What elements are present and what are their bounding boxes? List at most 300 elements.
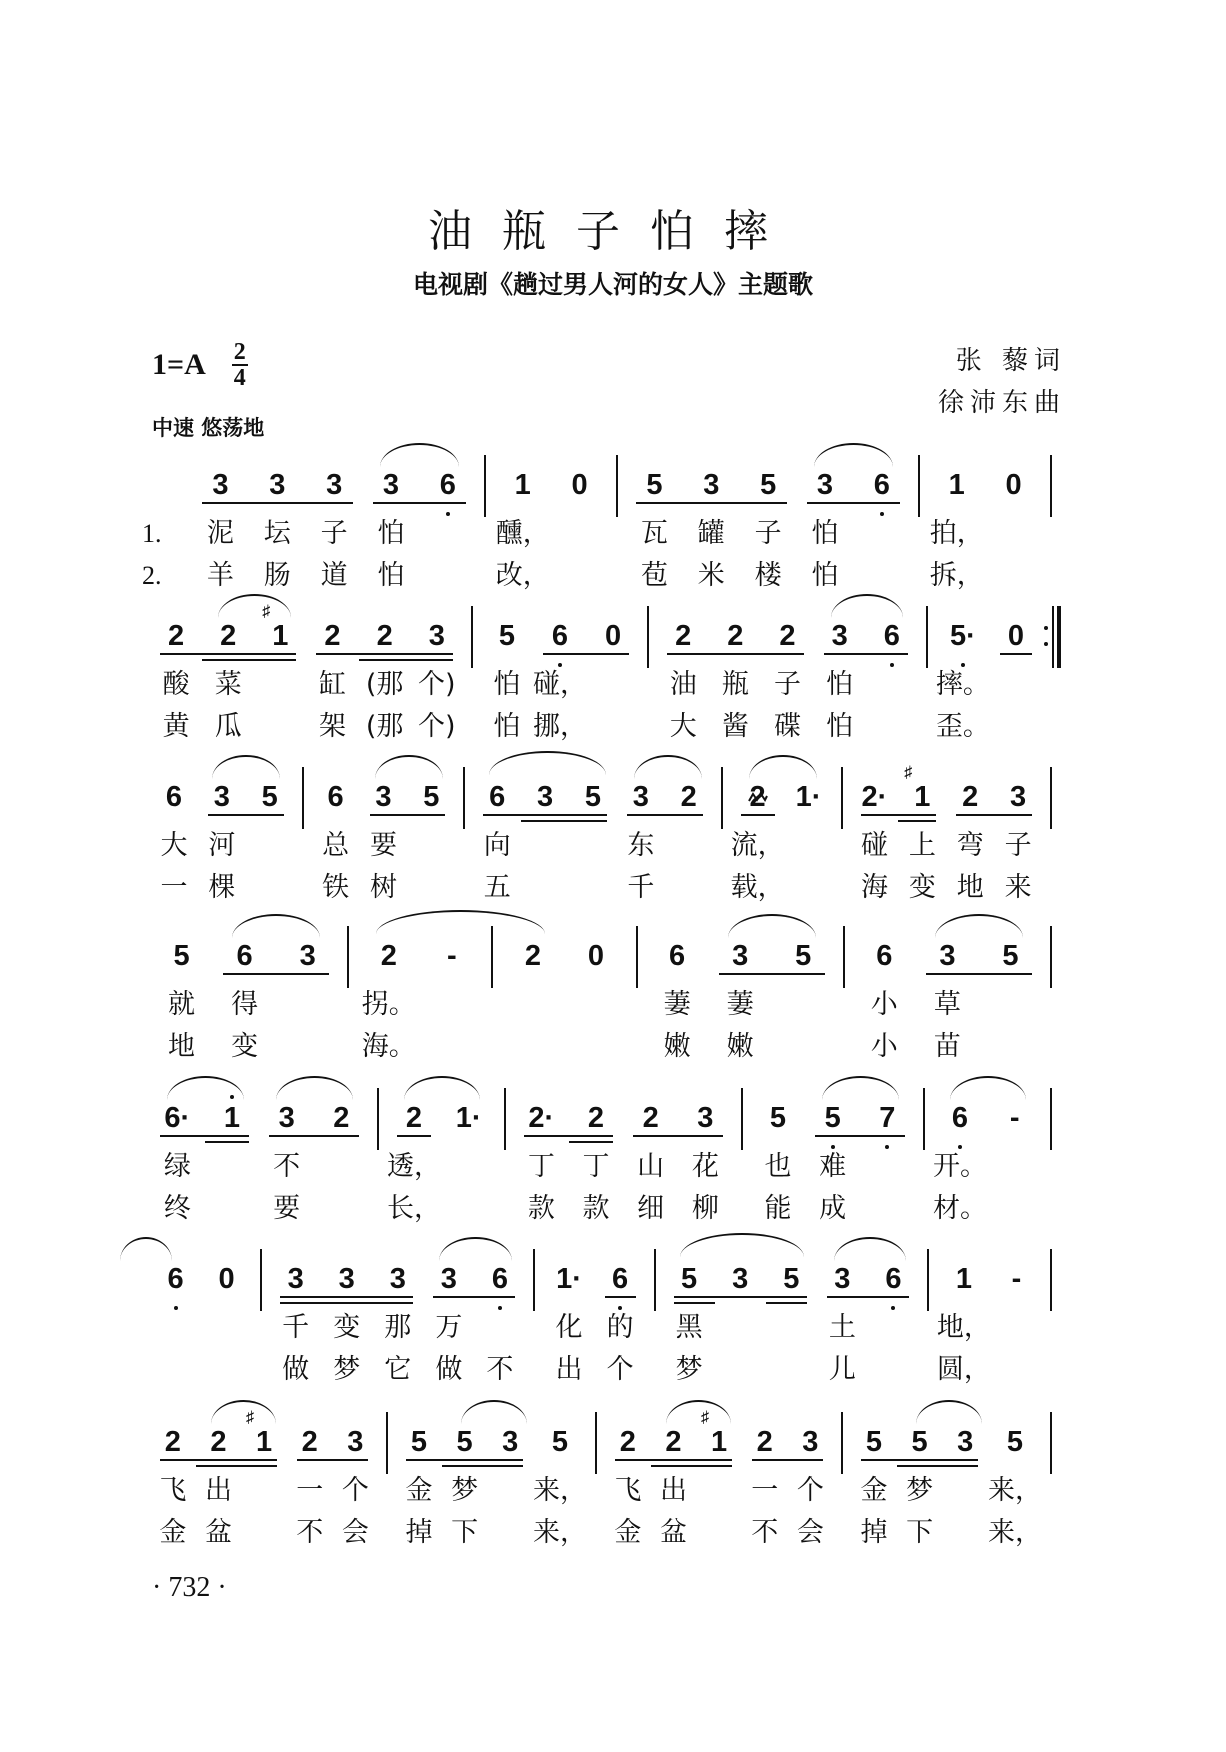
lyric-verse-1: 罐 xyxy=(697,518,725,549)
note xyxy=(150,608,202,664)
note xyxy=(766,1251,817,1307)
note xyxy=(270,1251,321,1307)
lyric-verse-2: 海。 xyxy=(361,1031,416,1062)
note xyxy=(494,457,551,513)
lyric-verse-1: 的 xyxy=(606,1312,634,1343)
lyric-verse-2: 苞 xyxy=(640,560,668,591)
lyric-verse-2: 怕 xyxy=(826,711,854,742)
note-number: 3 xyxy=(732,1263,749,1295)
note xyxy=(937,1251,991,1307)
lyric-verse-1: 梦 xyxy=(906,1475,934,1506)
note-number: 0 xyxy=(587,940,605,972)
beam-underline xyxy=(241,1459,277,1467)
note-number: 5 xyxy=(173,940,190,972)
repeat-dot xyxy=(1044,626,1048,630)
note-number: 5 xyxy=(795,940,812,972)
note xyxy=(994,769,1042,825)
slur-arc xyxy=(834,1237,905,1261)
slur-arc xyxy=(831,594,904,618)
beam-underline xyxy=(196,1459,242,1467)
beam-underline xyxy=(926,973,979,975)
lyric-verse-2: 圆， xyxy=(936,1354,991,1385)
note xyxy=(312,769,360,825)
lyric-verse-2: 千 xyxy=(627,872,655,903)
system-3 xyxy=(150,769,1060,909)
lyric-verse-2: 做 xyxy=(282,1354,310,1385)
slur-arc xyxy=(276,1076,353,1100)
lyric-verse-2: 铁 xyxy=(322,872,350,903)
note-number: 6 xyxy=(551,620,569,652)
note xyxy=(306,608,358,664)
repeat-end-barline xyxy=(1042,608,1060,664)
song-subtitle: 电视剧《趟过男人河的女人》主题歌 xyxy=(412,270,813,299)
beam-underline xyxy=(208,814,246,816)
beam-underline xyxy=(788,1459,824,1461)
lyric-verse-2: 来， xyxy=(988,1517,1042,1548)
note-number: 3 xyxy=(382,469,400,501)
beam-underline xyxy=(433,1296,474,1298)
lyric-verse-1: 来， xyxy=(988,1475,1042,1506)
note xyxy=(646,928,709,984)
composer-credit: 徐沛东曲 xyxy=(937,388,1066,418)
note-number: 5 xyxy=(584,781,601,813)
beam-underline xyxy=(683,502,740,504)
note-number: 7 xyxy=(879,1102,896,1134)
lyric-verse-1: 子 xyxy=(754,518,782,549)
beam-underline xyxy=(942,1459,978,1467)
lyric-verse-1: 拍， xyxy=(929,518,984,549)
note-number: 3 xyxy=(802,1426,819,1458)
lyric-verse-2: 它 xyxy=(384,1354,412,1385)
slur-arc xyxy=(935,914,1023,938)
note-number: 3 xyxy=(375,781,392,813)
note-number: 2 xyxy=(164,1426,181,1458)
beam-underline xyxy=(280,1296,321,1304)
note-number: 2 xyxy=(324,620,341,652)
lyric-verse-1: 一 xyxy=(296,1475,324,1506)
beam-underline xyxy=(202,502,249,504)
lyric-verse-1: 子 xyxy=(1004,830,1032,861)
note xyxy=(683,457,740,513)
note-number: 1· xyxy=(795,781,822,813)
beam-underline xyxy=(815,1135,860,1137)
beam-underline xyxy=(359,653,411,661)
slur-arc xyxy=(666,1400,731,1424)
note-number: 5 xyxy=(783,1263,800,1295)
lyric-verse-1: 出 xyxy=(204,1475,232,1506)
note-number: 3 xyxy=(269,469,286,501)
barline xyxy=(463,608,481,664)
note-number: 5 xyxy=(760,469,777,501)
lyric-verse-2: 来， xyxy=(533,1517,587,1548)
beam-underline xyxy=(667,653,709,655)
note xyxy=(853,928,916,984)
beam-underline xyxy=(373,502,420,504)
barline xyxy=(833,769,851,825)
beam-underline xyxy=(827,1296,868,1298)
lyric-verse-2: 梦 xyxy=(675,1354,703,1385)
note-number: 3 xyxy=(440,1263,457,1295)
lyric-verse-1: 草 xyxy=(933,989,961,1020)
note-number: 2 xyxy=(333,1102,350,1134)
lyric-verse-2: 米 xyxy=(697,560,725,591)
slur-arc xyxy=(950,1076,1026,1100)
note xyxy=(715,1251,766,1307)
slur-arc xyxy=(212,755,279,779)
lyric-verse-2: 不 xyxy=(296,1517,324,1548)
note xyxy=(473,769,521,825)
tie-arc xyxy=(120,1237,172,1261)
lyric-verse-1: 万 xyxy=(435,1312,463,1343)
note xyxy=(150,928,213,984)
note-number: 2 xyxy=(168,620,185,652)
beam-underline xyxy=(752,1459,788,1461)
note-number: 6· xyxy=(164,1102,191,1134)
note-number: 2 xyxy=(524,940,541,972)
beam-underline xyxy=(898,814,936,822)
note-number: 3 xyxy=(278,1102,295,1134)
barline xyxy=(378,1414,396,1470)
lyric-verse-2: 歪。 xyxy=(935,711,990,742)
barline xyxy=(455,769,473,825)
note-number: 6 xyxy=(165,781,182,813)
beam-underline xyxy=(1000,653,1032,655)
note-number: 3 xyxy=(632,781,649,813)
lyric-verse-1: 化 xyxy=(555,1312,583,1343)
low-octave-dot xyxy=(890,663,894,667)
beam-underline xyxy=(633,1135,678,1137)
lyric-verse-1: 怕 xyxy=(377,518,405,549)
barline xyxy=(910,457,928,513)
lyric-verse-2: 碟 xyxy=(773,711,801,742)
lyric-verse-1: 怕 xyxy=(811,518,839,549)
note-number: 2 xyxy=(376,620,393,652)
beam-underline xyxy=(866,653,908,655)
note-number: 1 ♯ xyxy=(711,1426,727,1458)
lyric-verse-1: 地， xyxy=(936,1312,991,1343)
lyric-verse-1: 总 xyxy=(322,830,350,861)
note-number: 5 xyxy=(1002,940,1019,972)
barline xyxy=(628,928,646,984)
lyric-verse-1: 向 xyxy=(483,830,511,861)
note xyxy=(595,1251,646,1307)
beam-underline xyxy=(627,814,665,816)
key-label: 1=A xyxy=(152,348,206,381)
note xyxy=(411,608,463,664)
note-number: 3 xyxy=(287,1263,304,1295)
note-number: 0 xyxy=(604,620,622,652)
lyric-verse-2: 长， xyxy=(386,1193,441,1224)
note-number: 3 xyxy=(428,620,445,652)
system-7 xyxy=(150,1414,1060,1554)
slur-arc xyxy=(916,1400,982,1424)
note xyxy=(287,1414,333,1470)
page-number: · 732 · xyxy=(152,1572,227,1603)
note-number: 2 xyxy=(962,781,979,813)
beam-underline xyxy=(160,1135,205,1137)
note-number: 1 xyxy=(948,469,965,501)
note-number: 0 xyxy=(571,469,588,501)
note xyxy=(851,769,899,825)
note-number: 3 xyxy=(957,1426,974,1458)
note-number: 1 xyxy=(514,469,531,501)
beam-underline xyxy=(370,814,408,816)
lyric-verse-2: 会 xyxy=(341,1517,369,1548)
note-number: 5· xyxy=(949,620,976,652)
beam-underline xyxy=(543,653,587,655)
system-5 xyxy=(150,1090,1060,1230)
barline xyxy=(483,928,501,984)
lyric-verse-1: 绿 xyxy=(163,1151,191,1182)
note-number: 3 xyxy=(732,940,749,972)
note-number: 2 xyxy=(680,781,697,813)
barline xyxy=(1042,769,1060,825)
lyricist-credit: 张 藜词 xyxy=(955,346,1066,376)
slur-arc xyxy=(439,1237,511,1261)
lyric-verse-2: 羊 xyxy=(206,560,234,591)
lyric-verse-1: 那 xyxy=(384,1312,412,1343)
lyric-verse-1: 拐。 xyxy=(361,989,416,1020)
beam-underline xyxy=(587,653,629,655)
barline xyxy=(919,1251,937,1307)
beam-underline xyxy=(569,1135,614,1143)
note-number: 6 xyxy=(489,781,506,813)
note xyxy=(481,608,533,664)
note xyxy=(740,457,797,513)
note-number: 5 xyxy=(769,1102,787,1134)
note xyxy=(150,769,198,825)
key-signature xyxy=(152,340,248,390)
note-number: - xyxy=(1011,1263,1022,1295)
beam-underline xyxy=(407,814,445,816)
lyric-verse-2: 棵 xyxy=(208,872,236,903)
beam-underline xyxy=(223,973,276,975)
lyric-verse-1: 大 xyxy=(160,830,188,861)
system-1 xyxy=(142,457,1060,597)
verse-number: 2. xyxy=(142,561,162,590)
system-2 xyxy=(150,608,1060,748)
note-number: 2 xyxy=(642,1102,659,1134)
low-octave-dot xyxy=(885,1145,889,1149)
barline xyxy=(639,608,657,664)
barline xyxy=(1042,928,1060,984)
note-number: 1 xyxy=(223,1102,241,1134)
lyric-verse-1: 缸 xyxy=(318,669,346,700)
note xyxy=(898,769,946,825)
note-number: 2 xyxy=(210,1426,227,1458)
slur-arc xyxy=(167,1076,244,1100)
lyric-verse-2: 来 xyxy=(1004,872,1032,903)
lyric-verse-2: 树 xyxy=(369,872,397,903)
lyric-verse-2: (那 xyxy=(365,711,404,742)
lyric-verse-1: 萋 xyxy=(663,989,691,1020)
note-number: 1· xyxy=(556,1263,582,1295)
note xyxy=(543,1251,594,1307)
beam-underline xyxy=(696,1459,732,1467)
lyric-verse-2: 金 xyxy=(614,1517,642,1548)
slur-arc xyxy=(728,914,816,938)
lyric-verse-2: 不 xyxy=(486,1354,514,1385)
lyric-verse-2: 掉 xyxy=(405,1517,433,1548)
note-number: 2 xyxy=(405,1102,423,1134)
note-number: 3 xyxy=(697,1102,714,1134)
lyric-verse-1: 醺， xyxy=(495,518,550,549)
note xyxy=(201,1251,252,1307)
note-number: 0 xyxy=(1005,469,1022,501)
system-6 xyxy=(150,1251,1060,1391)
note xyxy=(788,1414,834,1470)
time-signature-top: 2 xyxy=(233,339,246,365)
lyric-verse-1: 梦 xyxy=(451,1475,479,1506)
lyric-verse-2: 盆 xyxy=(204,1517,232,1548)
beam-underline xyxy=(397,1135,432,1137)
note-number: 6 xyxy=(167,1263,184,1295)
barline xyxy=(1042,1251,1060,1307)
note xyxy=(626,457,683,513)
note xyxy=(357,928,420,984)
lyric-verse-1: 飞 xyxy=(614,1475,642,1506)
beam-underline xyxy=(861,1459,897,1461)
beam-underline xyxy=(719,973,772,975)
note xyxy=(678,1090,733,1146)
note-number: 3 xyxy=(831,620,848,652)
lyric-verse-2: 怕 xyxy=(811,560,839,591)
note xyxy=(587,608,639,664)
note xyxy=(333,1414,379,1470)
beam-underline xyxy=(569,814,607,822)
barline xyxy=(646,1251,664,1307)
beam-underline xyxy=(651,1459,697,1467)
lyric-verse-2: 款 xyxy=(582,1193,610,1224)
beam-underline xyxy=(766,1296,807,1304)
lyric-verse-1: 得 xyxy=(231,989,259,1020)
lyric-verse-2: 小 xyxy=(870,1031,898,1062)
note-number: 3 xyxy=(338,1263,355,1295)
beam-underline xyxy=(276,973,329,975)
note xyxy=(605,1414,651,1470)
beam-underline xyxy=(205,1135,250,1143)
note xyxy=(936,608,990,664)
note xyxy=(569,769,617,825)
lyric-verse-1: 来， xyxy=(533,1475,587,1506)
slur-arc xyxy=(218,594,292,618)
low-octave-dot xyxy=(558,663,562,667)
note xyxy=(521,769,569,825)
note xyxy=(321,1251,372,1307)
lyric-verse-1: 个) xyxy=(418,669,456,700)
lyric-verse-2: 个 xyxy=(606,1354,634,1385)
lyric-verse-2: 拆， xyxy=(929,560,984,591)
beam-underline xyxy=(741,814,775,816)
low-octave-dot xyxy=(891,1306,895,1310)
lyric-verse-2: 挪， xyxy=(532,711,587,742)
note-number: 2 xyxy=(619,1426,636,1458)
lyric-verse-1: 个 xyxy=(341,1475,369,1506)
beam-underline xyxy=(321,1296,372,1304)
note-number: 3 xyxy=(347,1426,364,1458)
slur-arc xyxy=(749,755,816,779)
lyric-verse-2: 材。 xyxy=(932,1193,987,1224)
lyric-verse-2: 肠 xyxy=(263,560,291,591)
beam-underline xyxy=(406,1459,442,1461)
note xyxy=(657,608,709,664)
note-number: 3 xyxy=(299,940,316,972)
note-number: 2 xyxy=(749,781,766,813)
barline xyxy=(294,769,312,825)
beam-underline xyxy=(740,502,787,504)
lyric-verse-1: 弯 xyxy=(956,830,984,861)
beam-underline xyxy=(297,1459,333,1461)
note-number: 3 xyxy=(389,1263,406,1295)
lyric-verse-1: 碰 xyxy=(860,830,888,861)
beam-underline xyxy=(306,502,353,504)
beam-underline xyxy=(979,973,1032,975)
lyric-verse-2: 不 xyxy=(751,1517,779,1548)
note-number: 6 xyxy=(236,940,253,972)
note-number: - xyxy=(447,940,457,972)
lyric-verse-1: 丁 xyxy=(527,1151,555,1182)
repeat-dot xyxy=(1044,642,1048,646)
lyric-verse-1: 萋 xyxy=(726,989,754,1020)
note-number: 3 xyxy=(939,940,956,972)
low-octave-dot xyxy=(880,512,884,516)
note xyxy=(306,457,363,513)
barline xyxy=(835,928,853,984)
slur-arc xyxy=(461,1400,527,1424)
slur-arc xyxy=(375,755,442,779)
note xyxy=(249,457,306,513)
beam-underline xyxy=(772,973,825,975)
lyric-verse-1: 子 xyxy=(320,518,348,549)
note-number: 1 xyxy=(955,1263,972,1295)
note-number: 6 xyxy=(669,940,686,972)
lyric-verse-1: 变 xyxy=(333,1312,361,1343)
lyric-verse-2: 载， xyxy=(730,872,785,903)
lyric-verse-1: 不 xyxy=(273,1151,301,1182)
beam-underline xyxy=(678,1135,723,1137)
lyric-verse-2: 苗 xyxy=(933,1031,961,1062)
lyric-verse-2: 大 xyxy=(669,711,697,742)
note xyxy=(946,769,994,825)
note xyxy=(990,608,1042,664)
beam-underline xyxy=(333,1459,369,1461)
note xyxy=(533,1414,587,1470)
lyric-verse-1: 瓶 xyxy=(721,669,749,700)
note-number: 3 xyxy=(1009,781,1027,813)
beam-underline xyxy=(636,502,683,504)
note xyxy=(985,457,1042,513)
lyric-verse-1: 开。 xyxy=(932,1151,987,1182)
slur-arc xyxy=(489,751,605,775)
note-number: 2 xyxy=(380,940,397,972)
lyric-verse-2: 变 xyxy=(908,872,936,903)
barline xyxy=(252,1251,270,1307)
lyric-verse-1: 怕 xyxy=(493,669,521,700)
note-number: 5 xyxy=(261,781,278,813)
barline xyxy=(339,928,357,984)
note-number: 0 xyxy=(218,1263,235,1295)
beam-underline xyxy=(605,1296,636,1298)
beam-underline xyxy=(202,653,254,661)
lyric-verse-1: 河 xyxy=(208,830,236,861)
lyric-verse-1: 东 xyxy=(627,830,655,861)
note xyxy=(372,1251,423,1307)
slur-arc xyxy=(634,755,701,779)
beam-underline xyxy=(487,1459,523,1467)
barline xyxy=(1042,457,1060,513)
lyric-verse-2: 改， xyxy=(495,560,550,591)
note-number: 2 xyxy=(587,1102,605,1134)
